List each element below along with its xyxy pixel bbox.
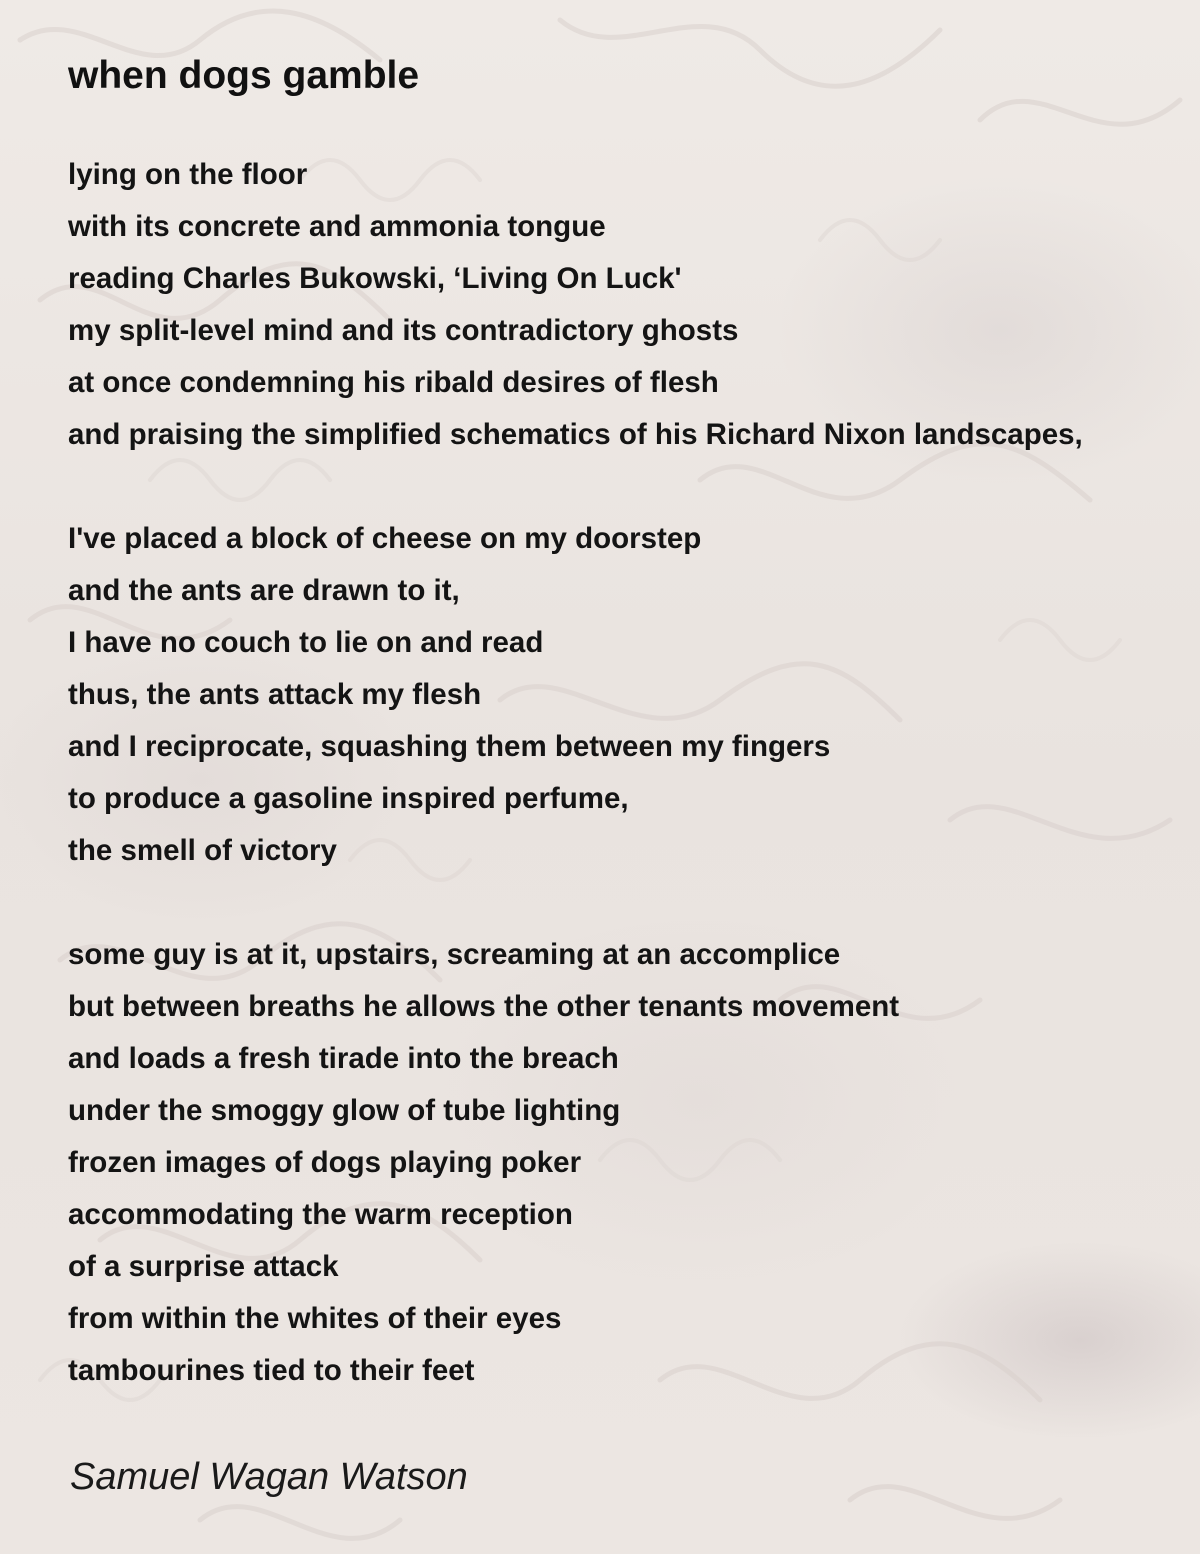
poem-line: to produce a gasoline inspired perfume, [68,782,629,815]
poem-line: and loads a fresh tirade into the breach [68,1042,619,1075]
poem-line: with its concrete and ammonia tongue [68,210,606,243]
poem-line: from within the whites of their eyes [68,1302,562,1335]
poem-line: frozen images of dogs playing poker [68,1146,582,1179]
poem-line: and the ants are drawn to it, [68,574,460,607]
poem-line: I've placed a block of cheese on my doorstep [68,522,702,555]
poem-line: the smell of victory [68,834,337,867]
poem-line: and I reciprocate, squashing them between my fingers [68,730,831,763]
poem-title: when dogs gamble [68,54,420,97]
poem-line: I have no couch to lie on and read [68,626,544,659]
poem-line: at once condemning his ribald desires of flesh [68,366,719,399]
poem-line: lying on the floor [68,158,308,191]
poem-line: reading Charles Bukowski, ‘Living On Luck' [68,262,682,295]
stanza-1 [68,149,1083,461]
poem-line: accommodating the warm reception [68,1198,573,1231]
poem-author: Samuel Wagan Watson [70,1456,468,1498]
poem-line: some guy is at it, upstairs, screaming at an accomplice [68,938,841,971]
poem-line: of a surprise attack [68,1250,339,1283]
poem-line: thus, the ants attack my flesh [68,678,482,711]
stanza-3 [68,929,1083,1397]
poem-line: under the smoggy glow of tube lighting [68,1094,621,1127]
poem-body [68,149,1083,1397]
poem-line: my split-level mind and its contradictory ghosts [68,314,739,347]
poem-line: tambourines tied to their feet [68,1354,475,1387]
poem-line: and praising the simplified schematics of his Richard Nixon landscapes, [68,418,1083,451]
poem-line: but between breaths he allows the other tenants movement [68,990,900,1023]
stanza-2 [68,513,1083,877]
